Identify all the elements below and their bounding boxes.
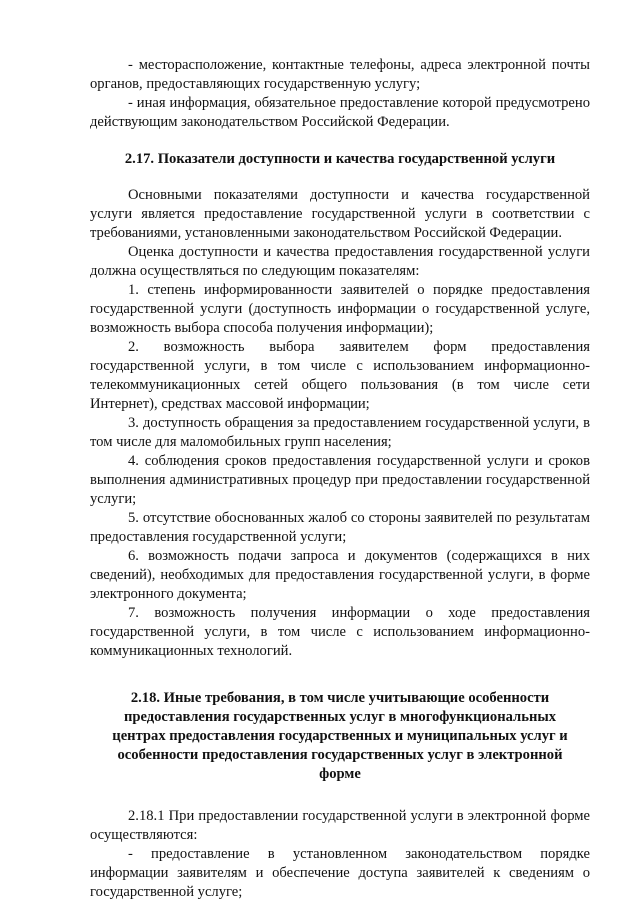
list-item: 6. возможность подачи запроса и документов (содержащихся в них сведений), необходимых для предоставления государственной услуги, в форме электронного документа;	[90, 548, 590, 602]
section-heading-2-17: 2.17. Показатели доступности и качества государственной услуги	[124, 151, 556, 167]
list-item: 3. доступность обращения за предоставлением государственной услуги, в том числе для маломобильных групп населения;	[90, 415, 590, 450]
list-item: 5. отсутствие обоснованных жалоб со стороны заявителей по результатам предоставления государственной услуги;	[90, 510, 590, 545]
list-item: 1. степень информированности заявителей о порядке предоставления государственной услуги (доступность информации о государственной услуге, возможность выбора способа получения информации);	[90, 282, 590, 336]
paragraph: Основными показателями доступности и качества государственной услуги является предоставление государственной услуги в соответствии с требованиями, установленными законодательством Российской Федерации.	[90, 187, 590, 241]
list-item: 7. возможность получения информации о ходе предоставления государственной услуги, в том числе с использованием информационно-коммуникационных технологий.	[90, 605, 590, 659]
list-item: - месторасположение, контактные телефоны, адреса электронной почты органов, предоставляющих государственную услугу;	[90, 57, 590, 92]
list-item: - предоставление в установленном законодательством порядке информации заявителям и обеспечение доступа заявителей к сведениям о государственной услуге;	[90, 846, 590, 900]
section-heading-2-18: 2.18. Иные требования, в том числе учитывающие особенности предоставления государственных услуг в многофункциональных центрах предоставления государственных и муниципальных услуг и особенности предоставления государственных услуг в электронной форме	[112, 690, 568, 782]
paragraph: Оценка доступности и качества предоставления государственной услуги должна осуществляться по следующим показателям:	[90, 244, 590, 279]
document-page	[90, 56, 590, 902]
list-item: - иная информация, обязательное предоставление которой предусмотрено действующим законодательством Российской Федерации.	[90, 95, 590, 130]
list-item: 2. возможность выбора заявителем форм предоставления государственной услуги, в том числе с использованием информационно-телекоммуникационных сетей общего пользования (в том числе сети Интернет), средствах массовой информации;	[90, 339, 590, 412]
paragraph: 2.18.1 При предоставлении государственной услуги в электронной форме осуществляются:	[90, 808, 590, 843]
list-item: 4. соблюдения сроков предоставления государственной услуги и сроков выполнения административных процедур при предоставлении государственной услуги;	[90, 453, 590, 507]
